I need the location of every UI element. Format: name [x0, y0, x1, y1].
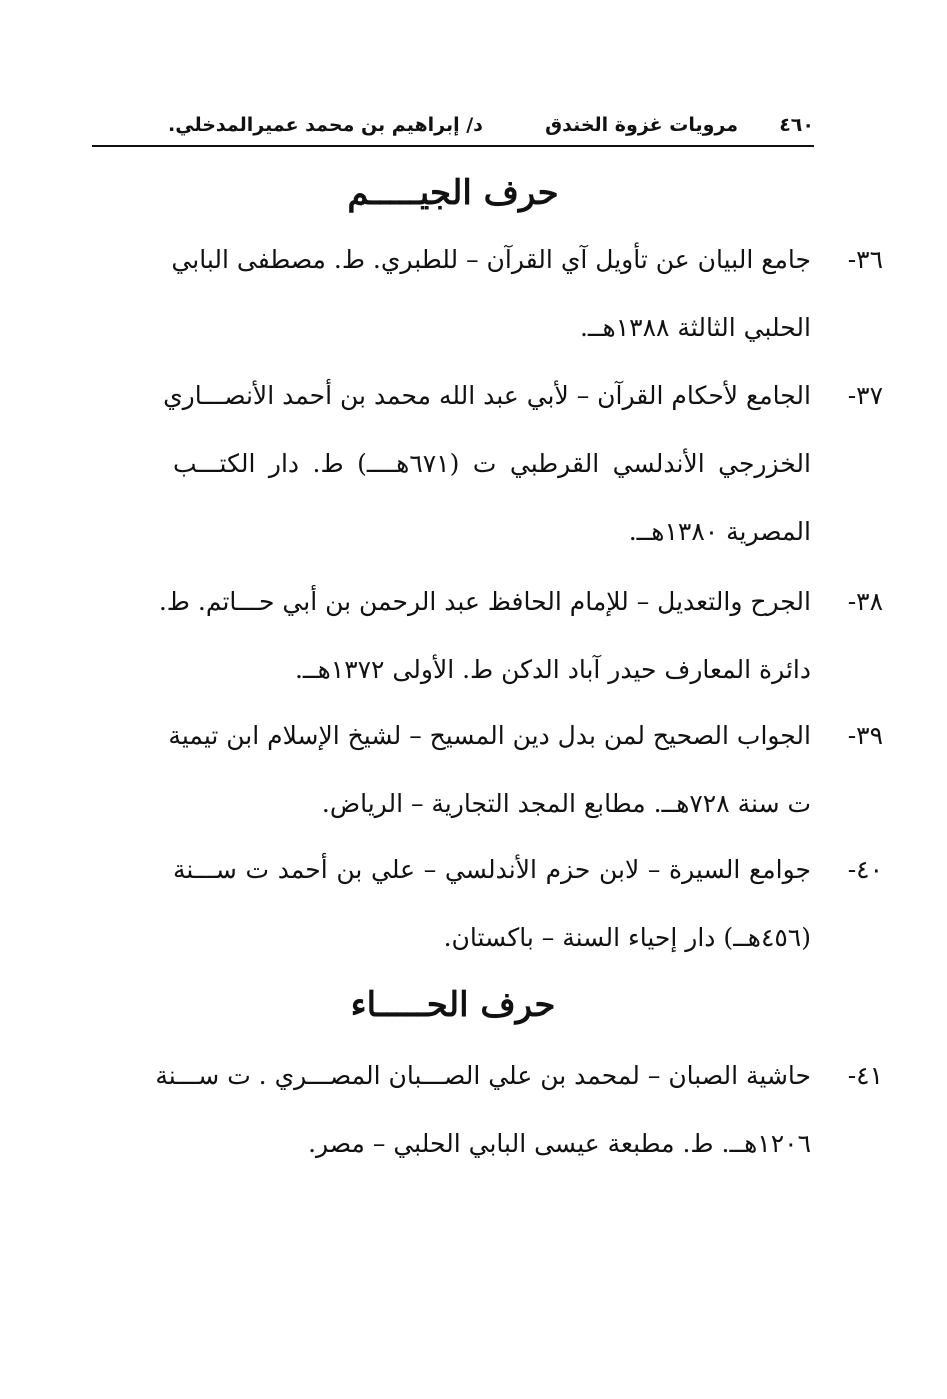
entry-line: حاشية الصبان – لمحمد بن علي الصـــبان المصـــري . ت ســـنة: [155, 1061, 811, 1090]
header-divider: [92, 145, 814, 147]
entry-number: ٣٨-: [847, 587, 883, 616]
entry-line: (٤٥٦هــ) دار إحياء السنة – باكستان.: [443, 923, 811, 952]
entry-line: الخزرجي الأندلسي القرطبي ت (٦٧١هــــ) ط. دار الكتـــب: [173, 449, 811, 478]
entry-number: ٤٠-: [847, 855, 883, 884]
entry-line: الجواب الصحيح لمن بدل دين المسيح – لشيخ الإسلام ابن تيمية: [168, 721, 811, 750]
entry-line: ت سنة ٧٢٨هــ. مطابع المجد التجارية – الرياض.: [321, 789, 811, 818]
entry-line: الجامع لأحكام القرآن – لأبي عبد الله محمد بن أحمد الأنصـــاري: [163, 381, 811, 410]
entry-line: دائرة المعارف حيدر آباد الدكن ط. الأولى ١٣٧٢هــ.: [294, 655, 811, 684]
book-title: مرويات غزوة الخندق: [545, 114, 738, 136]
entry-line: جوامع السيرة – لابن حزم الأندلسي – علي بن أحمد ت ســـنة: [173, 855, 811, 884]
page-number: ٤٦٠: [779, 114, 814, 136]
bibliography-entry-41: [155, 1042, 883, 1178]
entry-number: ٤١-: [847, 1061, 883, 1090]
entry-line: ١٢٠٦هــ. ط. مطبعة عيسى البابي الحلبي – مصر.: [308, 1129, 811, 1158]
entry-line: الجرح والتعديل – للإمام الحافظ عبد الرحمن بن أبي حـــاتم. ط.: [158, 587, 811, 616]
entry-line: جامع البيان عن تأويل آي القرآن – للطبري. ط. مصطفى البابي: [171, 245, 811, 274]
entry-line: المصرية ١٣٨٠هــ.: [628, 517, 811, 546]
bibliography-entry-36: [171, 226, 883, 362]
entry-number: ٣٧-: [847, 381, 883, 410]
bibliography-entry-39: [168, 702, 883, 838]
section-heading-haa: حرف الحـــــاء: [350, 985, 556, 1025]
running-header: [92, 112, 814, 144]
bibliography-entry-37: [163, 362, 883, 566]
entry-number: ٣٦-: [847, 245, 883, 274]
entry-line: الحلبي الثالثة ١٣٨٨هــ.: [579, 313, 811, 342]
entry-number: ٣٩-: [847, 721, 883, 750]
bibliography-entry-38: [158, 568, 883, 704]
author-name: د/ إبراهيم بن محمد عميرالمدخلي.: [168, 114, 483, 136]
section-heading-jeem: حرف الجيـــــم: [347, 173, 559, 213]
bibliography-entry-40: [173, 836, 883, 972]
